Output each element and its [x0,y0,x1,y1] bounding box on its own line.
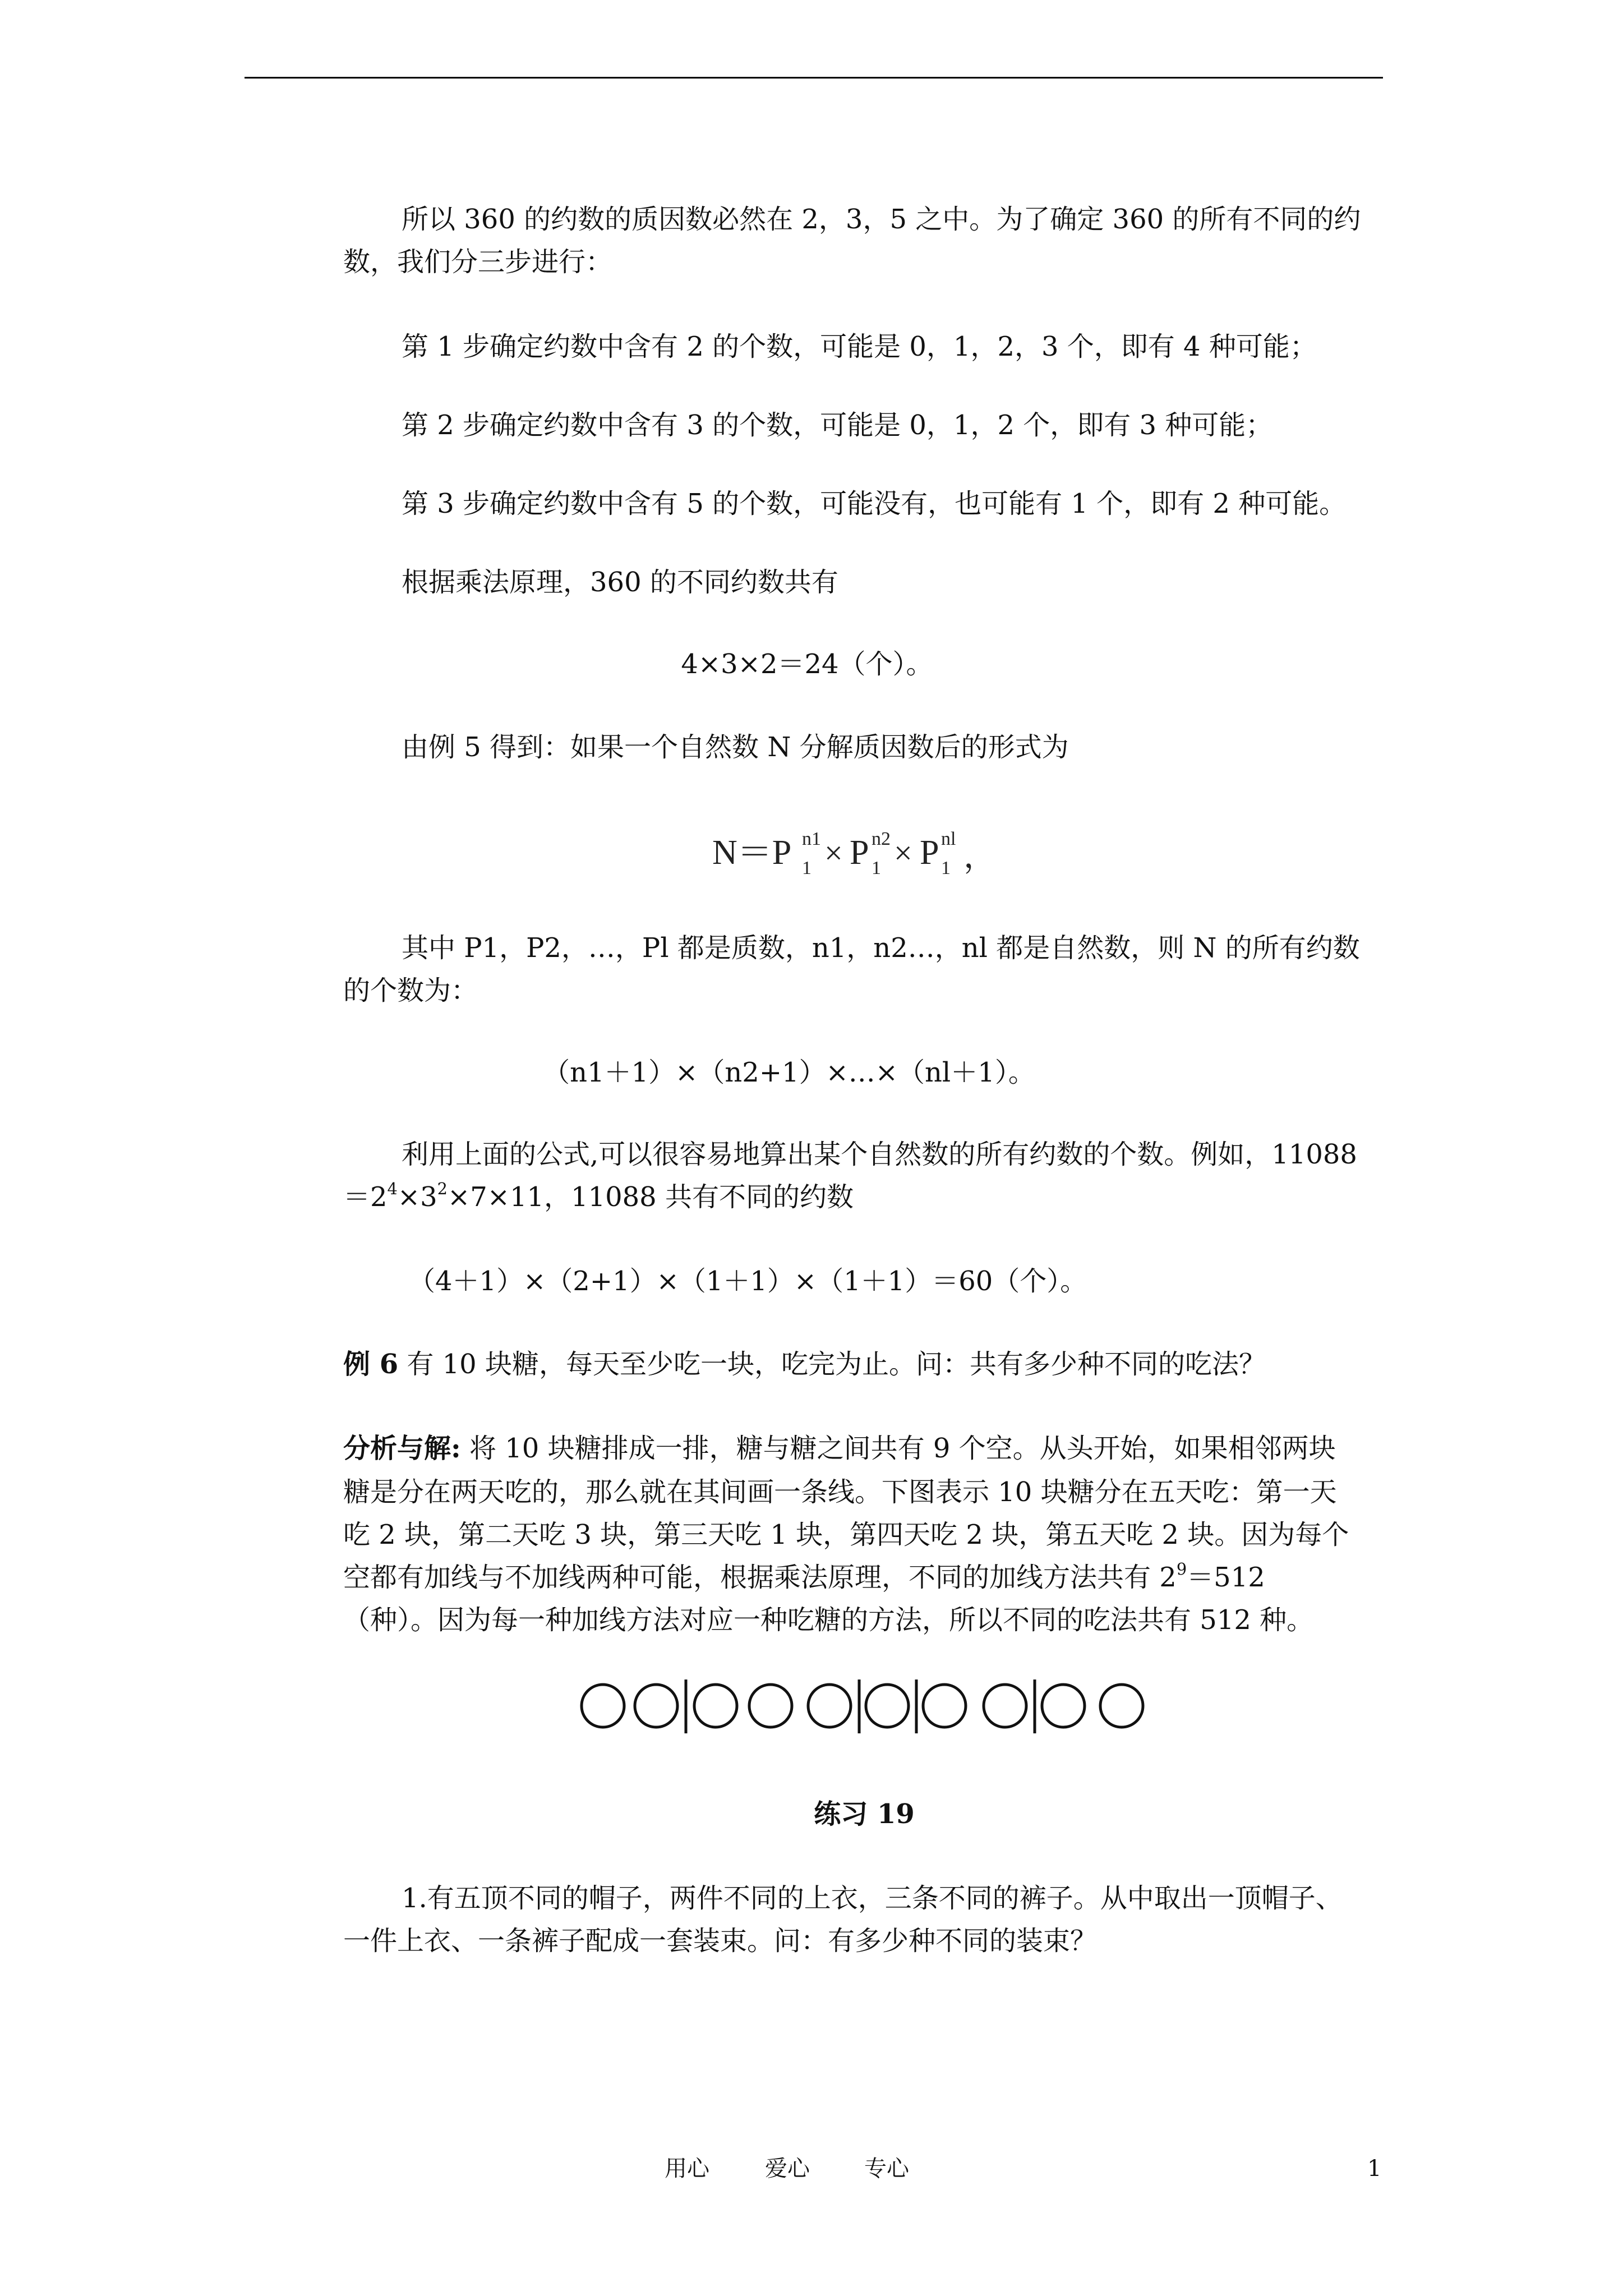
paragraph-line: 第 3 步确定约数中含有 5 的个数，可能没有，也可能有 1 个，即有 2 种可能。 [402,488,1347,519]
formula-sup-2: n2 [872,829,891,849]
candy-circle [635,1685,677,1727]
footer-motto-3: 专心 [864,2156,909,2182]
equation-line: （n1＋1）×（n2+1）×…×（nl＋1）。 [543,1057,1035,1088]
paragraph-line: 数，我们分三步进行： [343,246,613,278]
paragraph-line: （种）。因为每一种加线方法对应一种吃糖的方法，所以不同的吃法共有 512 种。 [343,1604,1314,1636]
paragraph-line: $=2^4\times 3^2\times 7\times 11$，11088 共有不同的约数 [343,1179,854,1213]
equation-line: 4×3×2＝24（个）。 [681,648,933,680]
header-rule [245,77,1383,79]
paragraph-line: 吃 2 块，第二天吃 3 块，第三天吃 1 块，第四天吃 2 块，第五天吃 2 块。因为每个 [343,1519,1349,1550]
candy-circle [984,1685,1026,1727]
section-title: 练习 19 [814,1798,915,1830]
example-heading-line: 例 6 有 10 块糖，每天至少吃一块，吃完为止。问：共有多少种不同的吃法？ [343,1349,1266,1380]
paragraph-line: 空都有加线与不加线两种可能，根据乘法原理，不同的加线方法共有 $2^9=512$ [343,1559,1265,1593]
formula-lhs: N＝P [712,834,792,872]
analysis-label: 分析与解: [343,1433,461,1464]
formula-sup-1: n1 [802,829,821,849]
paragraph-line: 第 1 步确定约数中含有 2 的个数，可能是 0，1，2，3 个，即有 4 种可能； [402,331,1317,362]
svg-text:P: P [850,834,869,872]
svg-text:P: P [920,834,939,872]
page-number: 1 [1367,2156,1382,2182]
paragraph-line: 根据乘法原理，360 的不同约数共有 [402,567,838,598]
prime-factorization-formula [712,820,1004,893]
formula-sub-3: 1 [941,858,951,878]
equation-line: （4＋1）×（2+1）×（1＋1）×（1＋1）＝60（个）。 [408,1266,1087,1297]
paragraph-line: 所以 360 的约数的质因数必然在 2，3，5 之中。为了确定 360 的所有不同的约 [402,204,1361,235]
formula-sub-1: 1 [802,858,811,878]
formula-tail: ， [963,838,997,875]
formula-times-2: × [894,835,912,871]
paragraph-line: 的个数为： [343,975,478,1006]
candy-circle [808,1685,851,1727]
paragraph-line: 1.有五顶不同的帽子，两件不同的上衣，三条不同的裤子。从中取出一顶帽子、 [402,1883,1343,1914]
paragraph-line: 其中 P1，P2，…，Pl 都是质数，n1，n2…，nl 都是自然数，则 N 的所有约数 [402,932,1360,964]
paragraph-line: 糖是分在两天吃的，那么就在其间画一条线。下图表示 10 块糖分在五天吃：第一天 [343,1476,1337,1508]
candy-circle [1100,1685,1143,1727]
formula-sub-2: 1 [872,858,881,878]
candy-division-diagram [578,1675,1150,1737]
candy-circle [866,1685,909,1727]
formula-sup-3: nl [941,829,956,849]
paragraph-line: 一件上衣、一条裤子配成一套装束。问：有多少种不同的装束？ [343,1925,1098,1957]
formula-times-1: × [824,835,843,871]
paragraph-line: 第 2 步确定约数中含有 3 的个数，可能是 0，1，2 个，即有 3 种可能； [402,409,1273,441]
footer-motto-2: 爱心 [765,2156,810,2182]
footer-motto-1: 用心 [665,2156,709,2182]
paragraph-line: 利用上面的公式,可以很容易地算出某个自然数的所有约数的个数。例如，11088 [402,1139,1357,1170]
paragraph-line: 由例 5 得到：如果一个自然数 N 分解质因数后的形式为 [402,731,1069,763]
svg-text:N＝P [712,834,791,872]
paragraph-line: 分析与解: 将 10 块糖排成一排，糖与糖之间共有 9 个空。从头开始，如果相邻两块 [343,1433,1336,1464]
candy-circle [923,1685,966,1727]
example-label: 例 6 [343,1349,399,1380]
candy-circle [749,1685,792,1727]
candy-circle [1042,1685,1085,1727]
candy-circle [582,1685,624,1727]
candy-circle [694,1685,737,1727]
